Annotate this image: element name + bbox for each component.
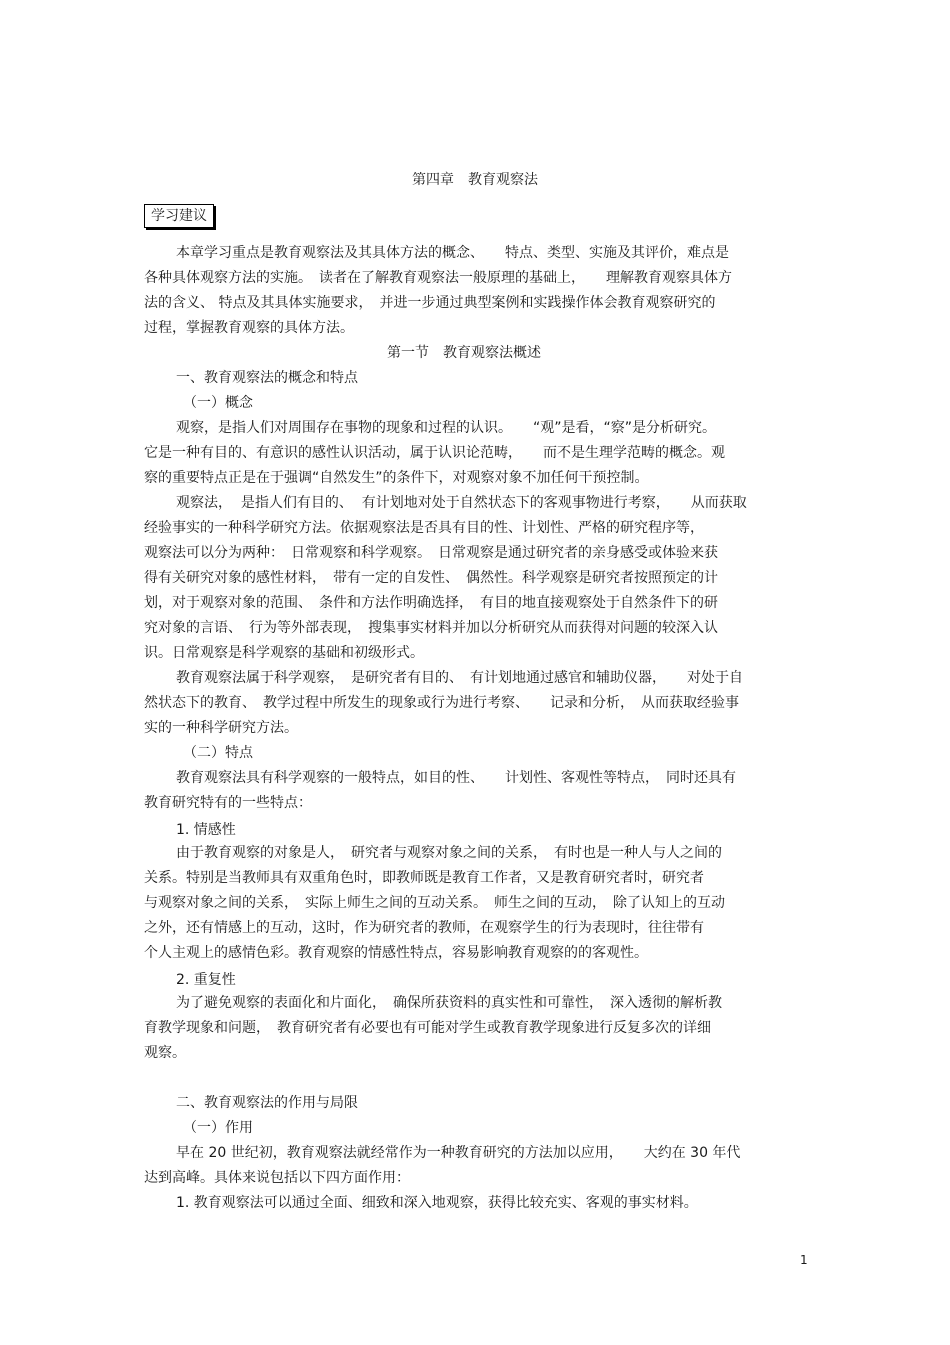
text-line: 教育观察法属于科学观察， 是研究者有目的、 有计划地通过感官和辅助仪器， 对处于自 <box>176 670 743 686</box>
heading-3: 1. 情感性 <box>176 822 236 838</box>
text-line: 之外，还有情感上的互动，这时，作为研究者的教师，在观察学生的行为表现时，往往带有 <box>144 920 704 936</box>
text-line: 过程，掌握教育观察的具体方法。 <box>144 320 354 336</box>
text-line: 观察，是指人们对周围存在事物的现象和过程的认识。 “观”是看，“察”是分析研究。 <box>176 420 717 436</box>
study-suggestion-box: 学习建议 <box>144 204 214 228</box>
text-line: 关系。特别是当教师具有双重角色时，即教师既是教育工作者，又是教育研究者时，研究者 <box>144 870 704 886</box>
page-number: 1 <box>800 1253 808 1267</box>
text-line: 然状态下的教育、 教学过程中所发生的现象或行为进行考察、 记录和分析， 从而获取经验事 <box>144 695 739 711</box>
text-line: 教育研究特有的一些特点： <box>144 795 312 811</box>
text-line: 它是一种有目的、有意识的感性认识活动，属于认识论范畴， 而不是生理学范畴的概念。观 <box>144 445 725 461</box>
text-line: 教育观察法具有科学观察的一般特点，如目的性、 计划性、客观性等特点， 同时还具有 <box>176 770 736 786</box>
text-line: 为了避免观察的表面化和片面化， 确保所获资料的真实性和可靠性， 深入透彻的解析教 <box>176 995 722 1011</box>
text-line: 观察法， 是指人们有目的、 有计划地对处于自然状态下的客观事物进行考察， 从而获取 <box>176 495 747 511</box>
heading-1: 二、教育观察法的作用与局限 <box>176 1095 358 1111</box>
text-line: 法的含义、 特点及其具体实施要求， 并进一步通过典型案例和实践操作体会教育观察研究的 <box>144 295 716 311</box>
text-line: 划，对于观察对象的范围、 条件和方法作明确选择， 有目的地直接观察处于自然条件下的研 <box>144 595 718 611</box>
text-line: 究对象的言语、 行为等外部表现， 搜集事实材料并加以分析研究从而获得对问题的较深入认 <box>144 620 718 636</box>
text-line: 观察。 <box>144 1045 186 1061</box>
text-line: 得有关研究对象的感性材料， 带有一定的自发性、 偶然性。科学观察是研究者按照预定的计 <box>144 570 718 586</box>
text-line: 个人主观上的感情色彩。教育观察的情感性特点，容易影响教育观察的的客观性。 <box>144 945 648 961</box>
heading-3: 2. 重复性 <box>176 972 236 988</box>
text-line: 察的重要特点正是在于强调“自然发生”的条件下，对观察对象不加任何干预控制。 <box>144 470 649 486</box>
text-line: 各种具体观察方法的实施。 读者在了解教育观察法一般原理的基础上， 理解教育观察具体方 <box>144 270 732 286</box>
section-heading: 第一节 教育观察法概述 <box>387 345 541 361</box>
text-line: 与观察对象之间的关系， 实际上师生之间的互动关系。 师生之间的互动， 除了认知上的互动 <box>144 895 725 911</box>
text-line: 经验事实的一种科学研究方法。依据观察法是否具有目的性、计划性、严格的研究程序等， <box>144 520 704 536</box>
heading-2: （二）特点 <box>183 745 253 761</box>
text-line: 实的一种科学研究方法。 <box>144 720 298 736</box>
text-line: 观察法可以分为两种： 日常观察和科学观察。 日常观察是通过研究者的亲身感受或体验来获 <box>144 545 718 561</box>
text-line: 本章学习重点是教育观察法及其具体方法的概念、 特点、类型、实施及其评价，难点是 <box>176 245 729 261</box>
heading-2: （一）作用 <box>183 1120 253 1136</box>
text-line: 早在 20 世纪初，教育观察法就经常作为一种教育研究的方法加以应用， 大约在 30 年代 <box>176 1145 741 1161</box>
text-line: 由于教育观察的对象是人， 研究者与观察对象之间的关系， 有时也是一种人与人之间的 <box>176 845 722 861</box>
text-line: 1. 教育观察法可以通过全面、细致和深入地观察，获得比较充实、客观的事实材料。 <box>176 1195 698 1211</box>
chapter-title: 第四章 教育观察法 <box>412 172 538 188</box>
heading-1: 一、教育观察法的概念和特点 <box>176 370 358 386</box>
text-line: 育教学现象和问题， 教育研究者有必要也有可能对学生或教育教学现象进行反复多次的详细 <box>144 1020 711 1036</box>
heading-2: （一）概念 <box>183 395 253 411</box>
text-line: 识。日常观察是科学观察的基础和初级形式。 <box>144 645 424 661</box>
text-line: 达到高峰。具体来说包括以下四方面作用： <box>144 1170 410 1186</box>
